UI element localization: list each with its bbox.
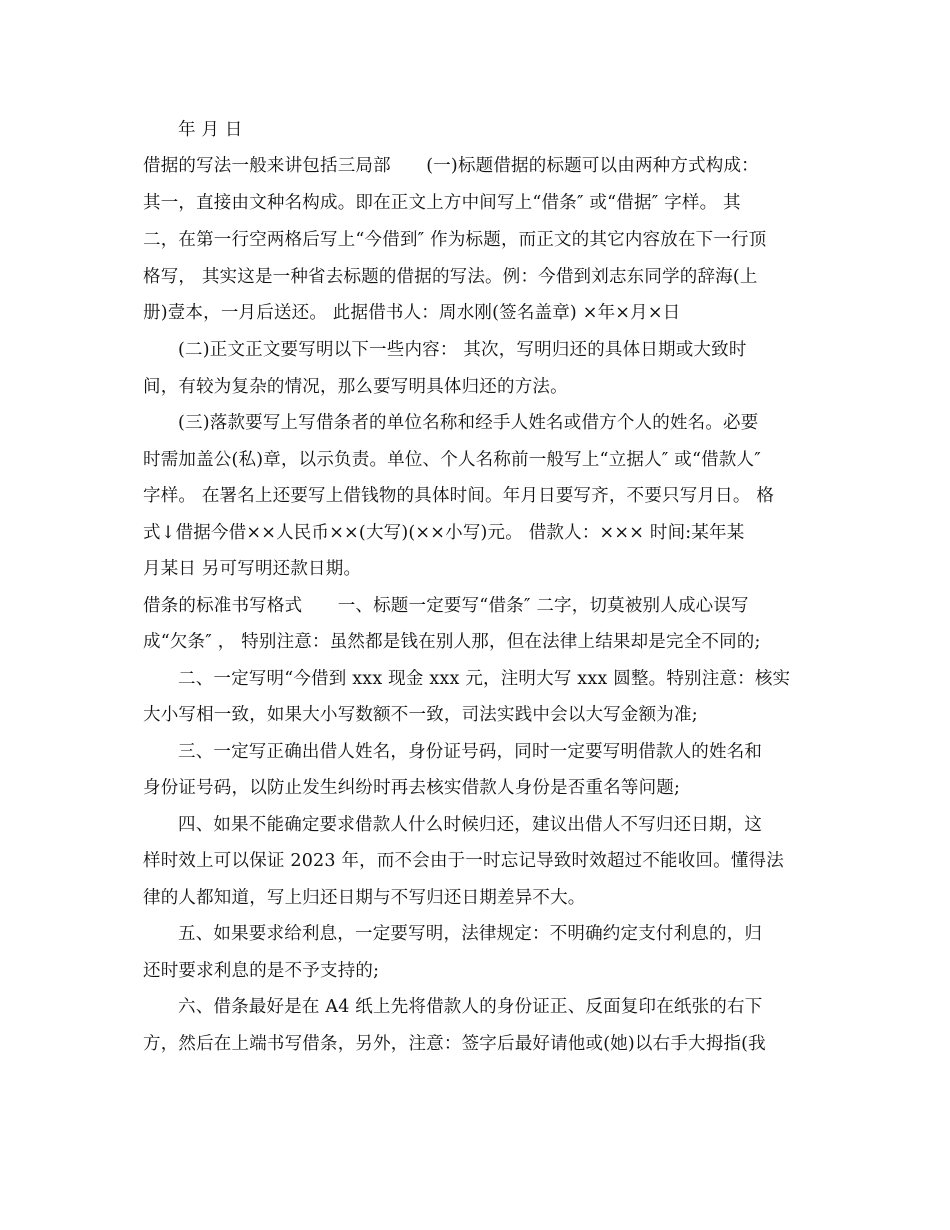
text-line: (三)落款要写上写借条者的单位名称和经手人姓名或借方个人的姓名。必要 <box>178 413 759 433</box>
text-line: 还时要求利息的是不予支持的; <box>143 961 380 981</box>
text-line: 六、借条最好是在 A4 纸上先将借款人的身份证正、反面复印在纸张的右下 <box>178 997 763 1017</box>
text-line: 成“欠条″ ， 特别注意：虽然都是钱在别人那，但在法律上结果却是完全不同的; <box>143 632 761 652</box>
text-line: 册)壹本，一月后送还。 此据借书人：周水刚(签名盖章) ×年×月×日 <box>143 303 681 323</box>
text-line: 三、一定写正确出借人姓名，身份证号码，同时一定要写明借款人的姓名和 <box>178 742 763 762</box>
text-line: 样时效上可以保证 2023 年，而不会由于一时忘记导致时效超过不能收回。懂得法 <box>143 851 784 871</box>
text-line: 间，有较为复杂的情况，那么要写明具体归还的方法。 <box>143 377 568 397</box>
text-line: 律的人都知道，写上归还日期与不写归还日期差异不大。 <box>143 888 586 908</box>
text-line: 五、如果要求给利息，一定要写明，法律规定：不明确约定支付利息的，归 <box>178 924 763 944</box>
text-line: 二、一定写明“今借到 xxx 现金 xxx 元，注明大写 xxx 圆整。特别注意：核实 <box>178 669 791 689</box>
date-line: 年 月 日 <box>178 120 243 140</box>
text-line: 大小写相一致，如果大小写数额不一致，司法实践中会以大写金额为准; <box>143 705 698 725</box>
text-line: 字样。 在署名上还要写上借钱物的具体时间。年月日要写齐，不要只写月日。 格 <box>143 486 775 506</box>
text-line: 身份证号码，以防止发生纠纷时再去核实借款人身份是否重名等问题; <box>143 778 681 798</box>
text-line: 时需加盖公(私)章，以示负责。单位、个人名称前一般写上“立据人″ 或“借款人″ <box>143 450 761 470</box>
text-line: 月某日 另可写明还款日期。 <box>143 559 362 579</box>
text-line: 二，在第一行空两格后写上“今借到″ 作为标题，而正文的其它内容放在下一行顶 <box>143 230 767 250</box>
text-line: 方，然后在上端书写借条，另外，注意：签字后最好请他或(她)以右手大拇指(我 <box>143 1034 766 1054</box>
text-line: 式↓借据今借××人民币××(大写)(××小写)元。 借款人：××× 时间:某年某 <box>143 523 745 543</box>
text-line: (二)正文正文要写明以下一些内容： 其次，写明归还的具体日期或大致时 <box>178 340 747 360</box>
text-line: 借据的写法一般来讲包括三局部 (一)标题借据的标题可以由两种方式构成： <box>143 156 759 176</box>
text-line: 四、如果不能确定要求借款人什么时候归还，建议出借人不写归还日期，这 <box>178 815 763 835</box>
text-line: 格写， 其实这是一种省去标题的借据的写法。例：今借到刘志东同学的辞海(上 <box>143 267 758 287</box>
text-line: 其一，直接由文种名构成。即在正文上方中间写上“借条″ 或“借据″ 字样。 其 <box>143 193 741 213</box>
text-line: 借条的标准书写格式 一、标题一定要写“借条″ 二字，切莫被别人成心误写 <box>143 596 749 616</box>
